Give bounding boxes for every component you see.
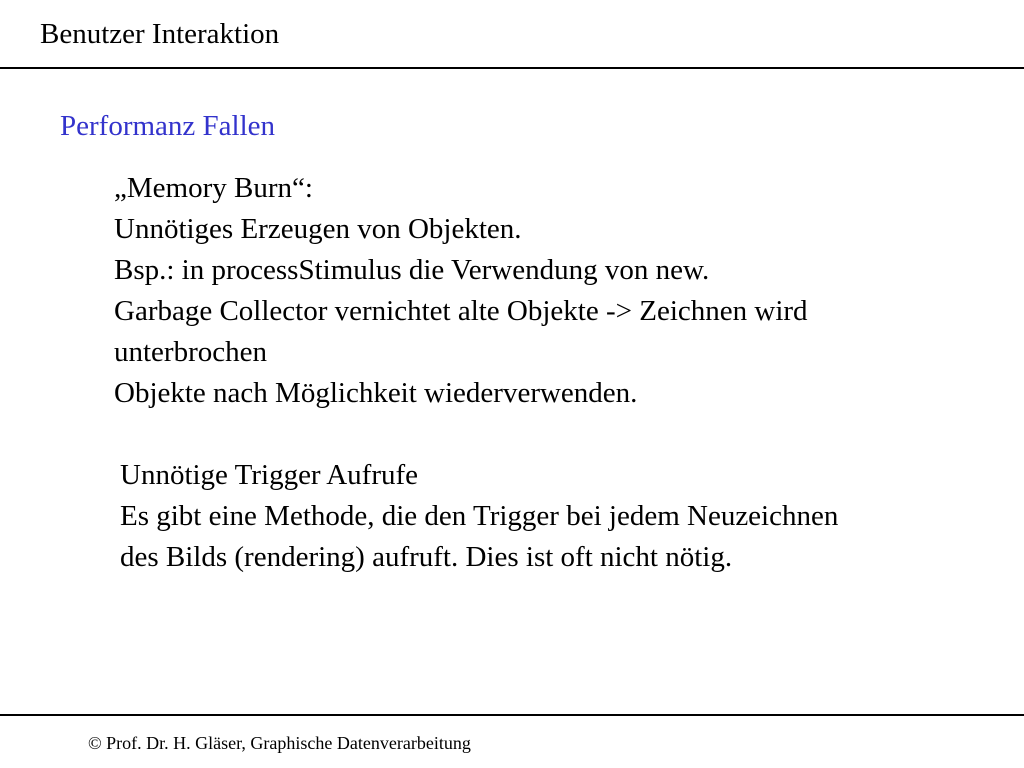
- footer-copyright: © Prof. Dr. H. Gläser, Graphische Datenverarbeitung: [88, 733, 471, 753]
- trigger-calls-block: [120, 455, 838, 578]
- memory-burn-block: [114, 168, 808, 414]
- slide-header-title: Benutzer Interaktion: [40, 18, 280, 50]
- body-line: Garbage Collector vernichtet alte Objekte -> Zeichnen wird: [114, 295, 808, 327]
- header-divider: [0, 67, 1024, 69]
- body-line: Es gibt eine Methode, die den Trigger bei jedem Neuzeichnen: [120, 500, 839, 532]
- footer-divider: [0, 714, 1024, 716]
- body-line: unterbrochen: [114, 336, 267, 368]
- body-line: des Bilds (rendering) aufruft. Dies ist oft nicht nötig.: [120, 541, 733, 573]
- section-title: Performanz Fallen: [60, 110, 276, 142]
- body-line: Bsp.: in processStimulus die Verwendung von new.: [114, 254, 710, 286]
- body-line: Unnötiges Erzeugen von Objekten.: [114, 213, 522, 245]
- body-line: Unnötige Trigger Aufrufe: [120, 459, 419, 491]
- body-line: Objekte nach Möglichkeit wiederverwenden.: [114, 377, 638, 409]
- body-line: „Memory Burn“:: [114, 172, 313, 204]
